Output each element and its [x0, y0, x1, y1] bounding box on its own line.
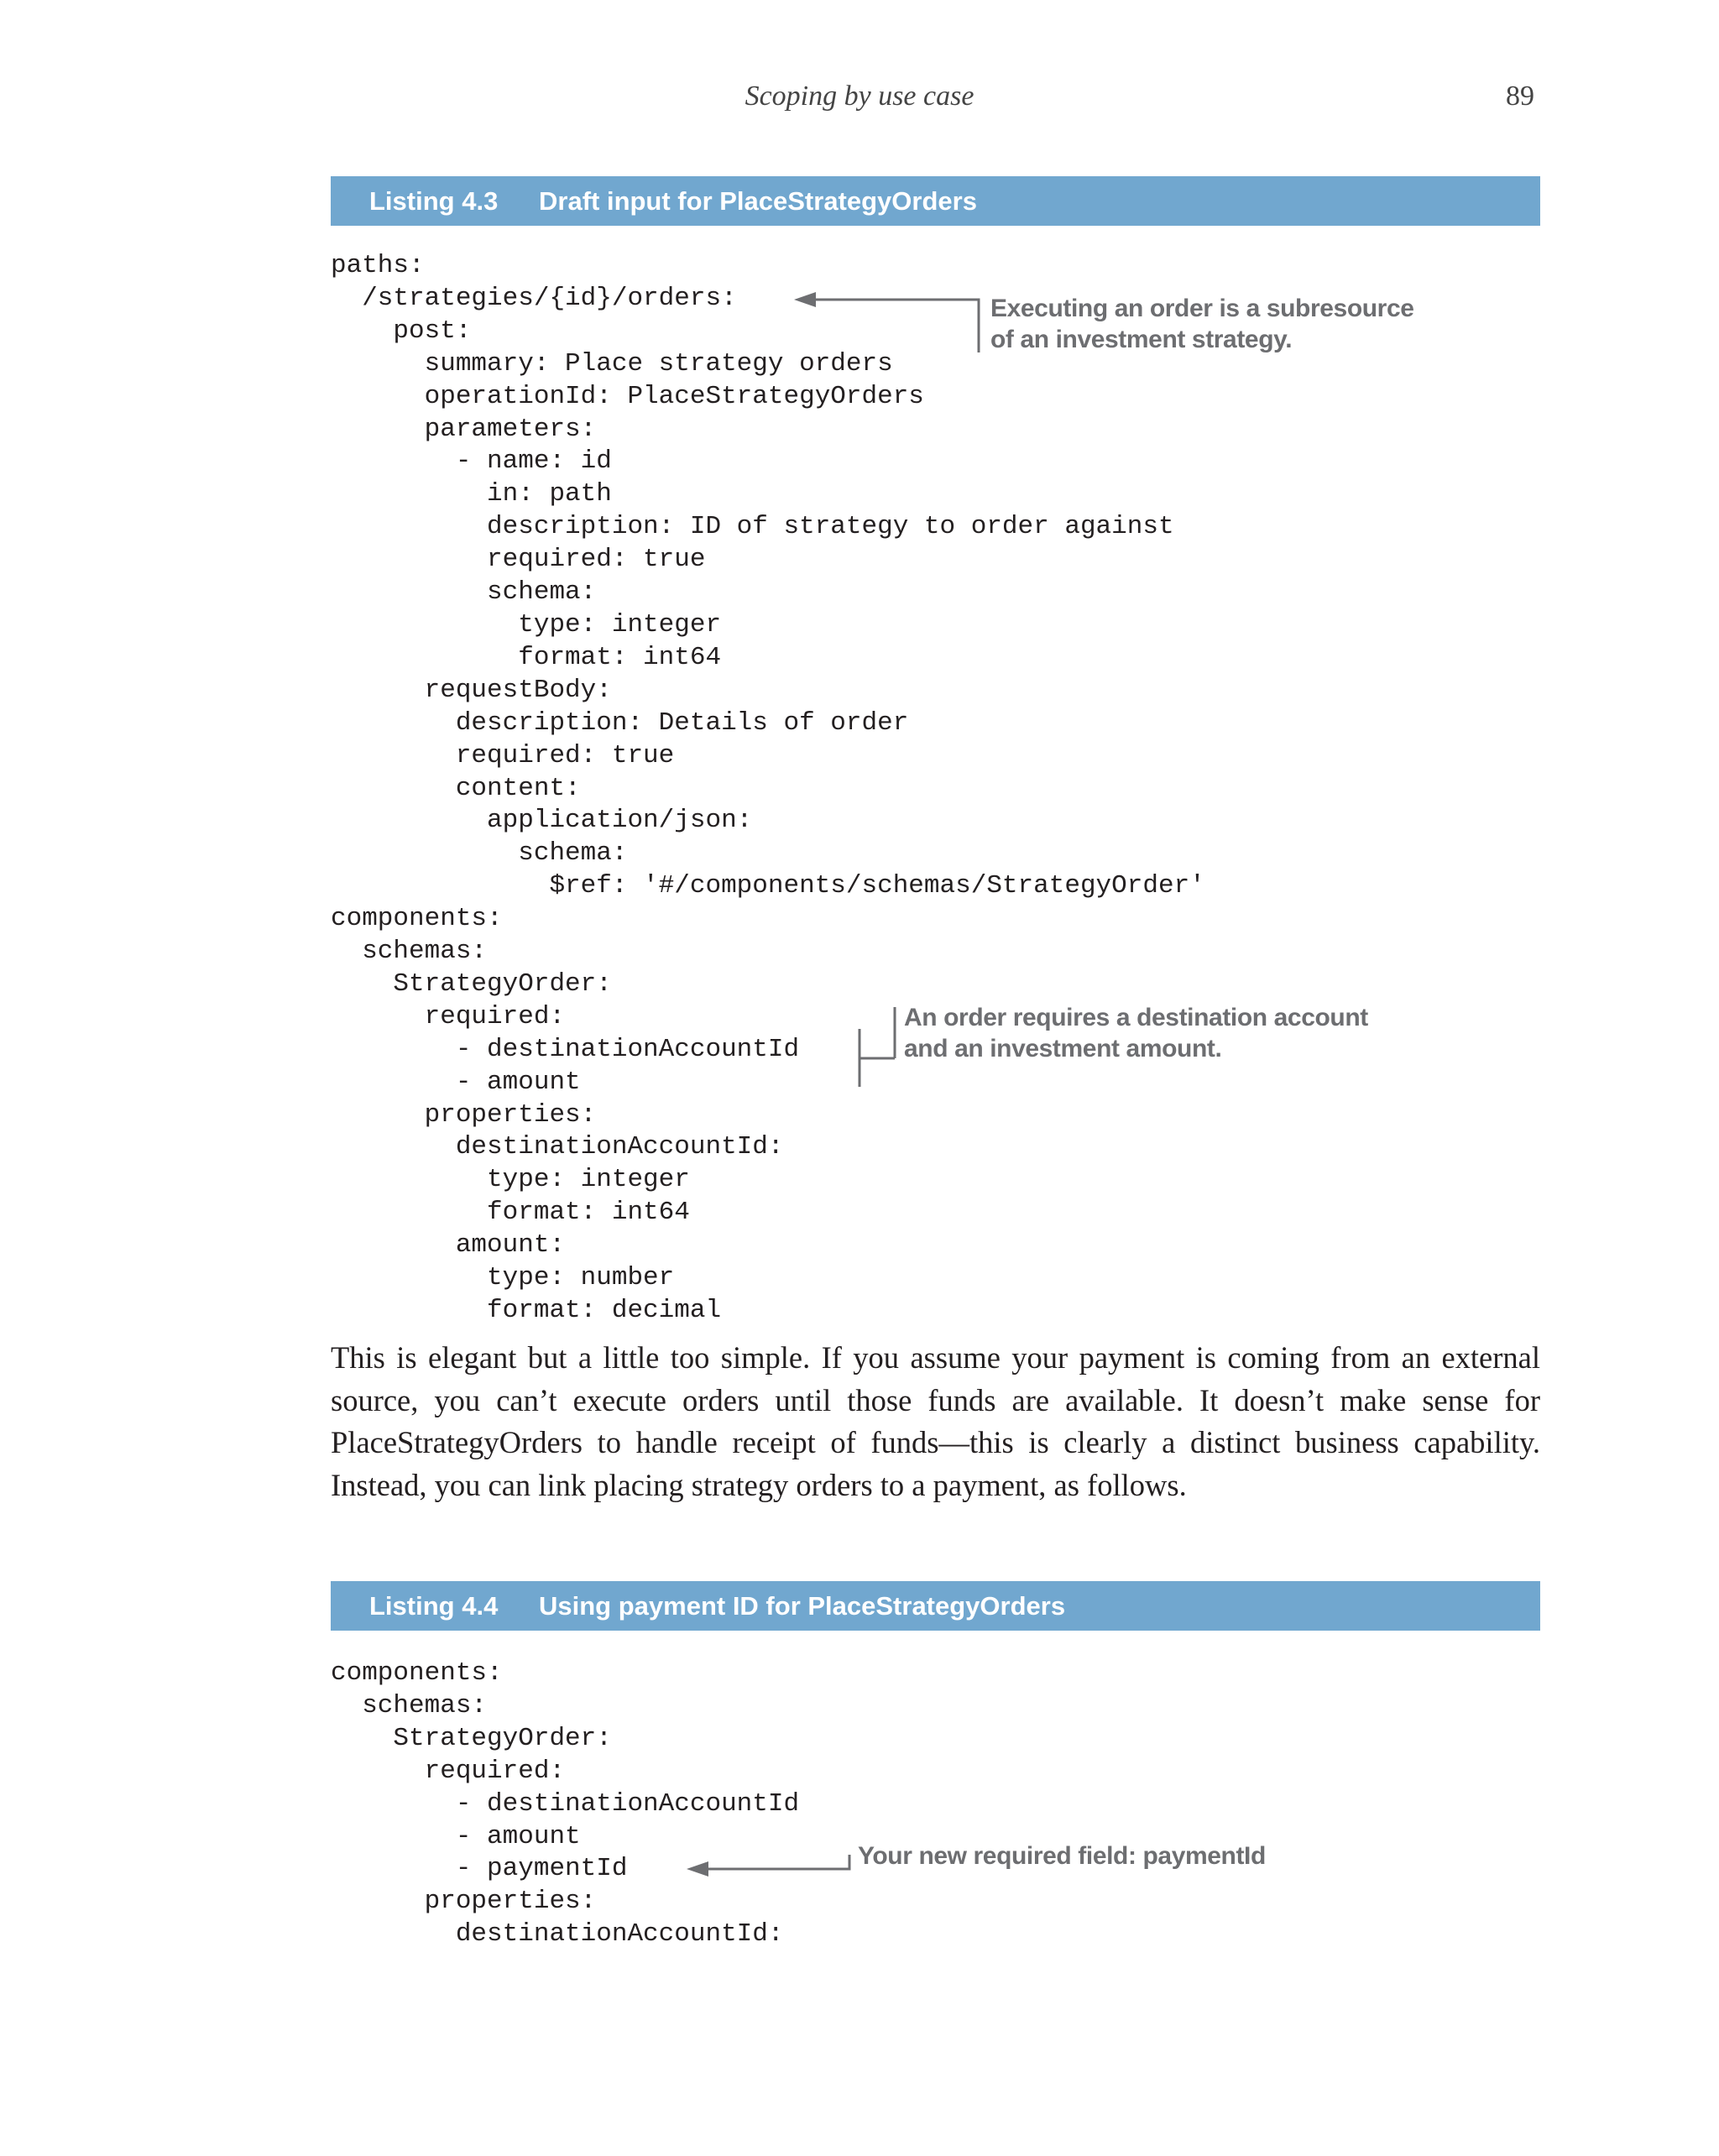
annotation-line: An order requires a destination account	[904, 1004, 1368, 1031]
listing-number: Listing 4.3	[369, 186, 499, 216]
annotation-line: and an investment amount.	[904, 1035, 1222, 1062]
arrowhead-icon	[794, 292, 816, 307]
body-paragraph: This is elegant but a little too simple. If you assume your payment is coming from an external source, you can’t execute orders until those funds are available. It doesn’t make sense for PlaceStrategyOrders to handle receipt of funds—this is clearly a distinct business capability. Instead, you can link placing strategy orders to a payment, as follows.	[331, 1340, 1540, 1502]
listing-4-4-code: components: schemas: StrategyOrder: required: - destinationAccountId - amount - paymentId properties: destinationAccountId:	[331, 1658, 800, 1950]
listing-number: Listing 4.4	[369, 1591, 499, 1621]
arrowhead-icon	[687, 1861, 708, 1877]
callout-arrow-subresource	[810, 300, 979, 352]
annotation-line: Your new required field: paymentId	[858, 1842, 1266, 1870]
callout-bracket-required	[860, 1007, 895, 1087]
annotation-line: of an investment strategy.	[990, 326, 1293, 353]
page-number: 89	[1506, 81, 1534, 112]
listing-title: Using payment ID for PlaceStrategyOrders	[539, 1591, 1066, 1621]
running-head-title: Scoping by use case	[745, 81, 974, 112]
callout-arrow-payment-id	[703, 1855, 849, 1869]
listing-title: Draft input for PlaceStrategyOrders	[539, 186, 977, 216]
annotation-line: Executing an order is a subresource	[990, 295, 1414, 322]
listing-4-3-code: paths: /strategies/{id}/orders: post: summary: Place strategy orders operationId: PlaceStrategyOrders parameters: - name: id in: path description: ID of strategy to order against required: true schema: type: integer format: int64 requestBody: description: Details of order required: true content: application/json: schema: $ref: '#/components/schemas/StrategyOrder' components: schemas: StrategyOrder: required: - destinationAccountId - amount properties: destinationAccountId: type: integer format: int64 amount: type: number format: decimal	[331, 251, 1205, 1325]
